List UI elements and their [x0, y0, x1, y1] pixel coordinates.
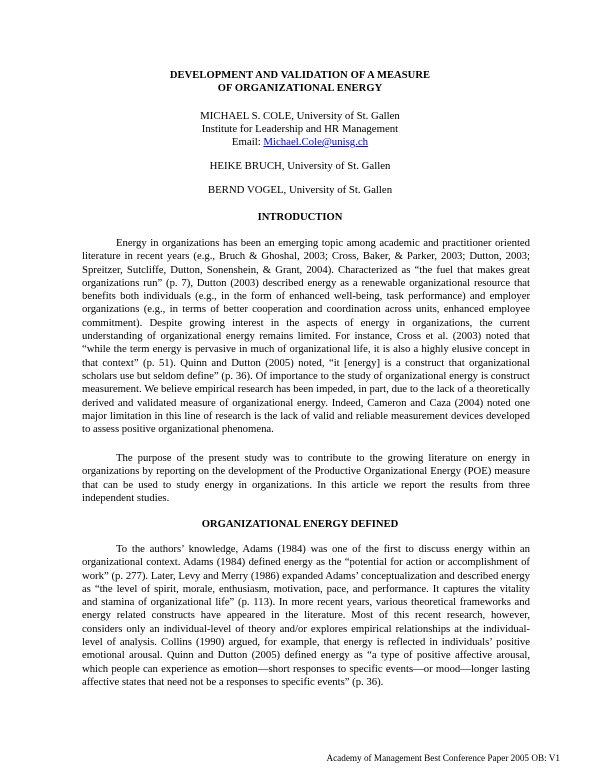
introduction-paragraph-2: The purpose of the present study was to contribute to the growing literature on energy in organizations by reporting on the development of the Productive Organizational Energy (POE) measure that can be used to study energy in organizations. In this article we report the results from three independent studies.: [82, 452, 530, 504]
page-footer: Academy of Management Best Conference Paper 2005 OB: V1: [326, 753, 560, 763]
section-heading-energy-defined: ORGANIZATIONAL ENERGY DEFINED: [201, 519, 399, 530]
energy-defined-paragraph-1: To the authors’ knowledge, Adams (1984) was one of the first to discuss energy within an organizational context. Adams (1984) defined energy as the “potential for action or accomplishment of work” (p. 277). Later, Levy and Merry (1986) expanded Adams’ conceptualization and described energy as “the level of spirit, morale, enthusiasm, motivation, pace, and performance. It captures the vitality and stamina of organizational life” (p. 113). In more recent years, various theoretical frameworks and energy related constructs have appeared in the literature. Most of this recent research, however, considers only an individual-level of theory and/or explores empirical relationships at the individual-level of analysis. Collins (1990) argued, for example, that energy is reflected in individuals’ positive emotional arousal. Quinn and Dutton (2005) defined energy as “a type of positive affective arousal, which people can experience as emotion—short responses to specific events—or mood—longer lasting affective states that need not be a responses to specific events” (p. 36).: [82, 543, 530, 688]
author-1-institute: Institute for Leadership and HR Management: [201, 123, 399, 135]
author-1-email-line: [0, 136, 600, 149]
paper-title-line1: DEVELOPMENT AND VALIDATION OF A MEASURE: [169, 70, 431, 81]
email-link[interactable]: Michael.Cole@unisg.ch: [263, 136, 369, 148]
introduction-heading: INTRODUCTION: [257, 212, 343, 223]
author-1: MICHAEL S. COLE, University of St. Gallen: [200, 110, 400, 122]
email-label: Email:: [231, 136, 264, 148]
author-3: BERND VOGEL, University of St. Gallen: [207, 184, 393, 196]
paper-title-line2: OF ORGANIZATIONAL ENERGY: [217, 83, 383, 94]
introduction-paragraph-1: Energy in organizations has been an emerging topic among academic and practitioner oriented literature in recent years (e.g., Bruch & Ghoshal, 2003; Cross, Baker, & Parker, 2003; Dutton, 2003; Spreitzer, Sutcliffe, Dutton, Sonenshein, & Grant, 2004). Characterized as “the fuel that makes great organizations run” (p. 7), Dutton (2003) described energy as a renewable organizational resource that benefits both individuals (e.g., in the form of enhanced well-being, task performance) and employer organizations (e.g., in terms of better cooperation and coordination across units, enhanced employee commitment). Despite growing interest in the aspects of energy in organizations, the current understanding of organizational energy remains limited. For instance, Cross et al. (2003) noted that “while the term energy is pervasive in much of organizational life, it is also a highly elusive concept in that context” (p. 51). Quinn and Dutton (2005) noted, “it [energy] is a construct that organizational scholars use but seldom define” (p. 36). Of importance to the study of organizational energy is construct measurement. We believe empirical research has been impeded, in part, due to the lack of a theoretically derived and validated measure of organizational energy. Indeed, Cameron and Caza (2004) noted one major limitation in this line of research is the lack of valid and reliable measurement devices developed to assess positive organizational phenomena.: [82, 237, 530, 436]
author-2: HEIKE BRUCH, University of St. Gallen: [209, 160, 391, 172]
